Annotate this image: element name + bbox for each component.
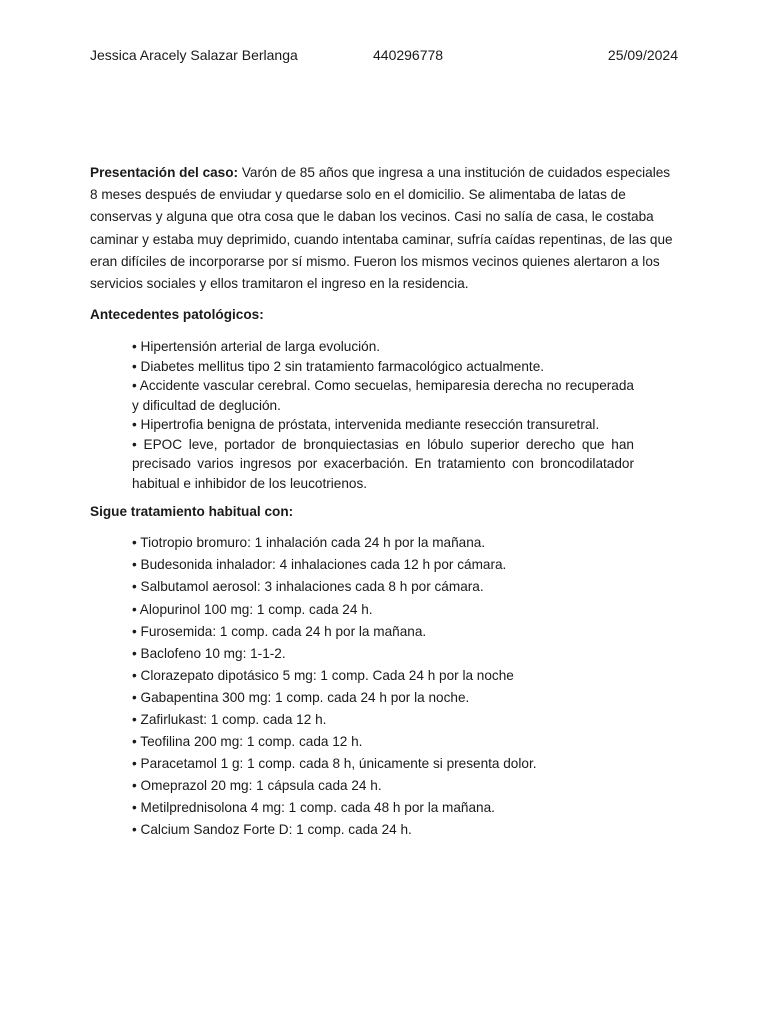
bullet-icon: • — [132, 711, 137, 727]
list-item: • EPOC leve, portador de bronquiectasias en lóbulo superior derecho que han precisado varios ingresos por exacerbación. En tratamiento con broncodilatador habitual e inhibidor de los leucotrienos. — [132, 436, 634, 491]
bullet-icon: • — [132, 822, 137, 838]
list-item: • Paracetamol 1 g: 1 comp. cada 8 h, únicamente si presenta dolor. — [132, 756, 537, 772]
bullet-icon: • — [132, 734, 137, 750]
bullet-icon: • — [132, 579, 137, 595]
list-item: • Clorazepato dipotásico 5 mg: 1 comp. Cada 24 h por la noche — [132, 667, 514, 683]
document-header — [90, 47, 680, 67]
bullet-icon: • — [132, 339, 137, 355]
list-item: • Baclofeno 10 mg: 1-1-2. — [132, 645, 286, 661]
list-item: • Calcium Sandoz Forte D: 1 comp. cada 24 h. — [132, 822, 412, 838]
document-body — [90, 162, 680, 842]
case-text: Varón de 85 años que ingresa a una institución de cuidados especiales 8 meses después de enviudar y quedarse solo en el domicilio. Se alimentaba de latas de conservas y alguna que otra cosa que le daban los vecinos. Casi no salía de casa, le costaba caminar y estaba muy deprimido, cuando intentaba caminar, sufría caídas repentinas, de las que eran difíciles de incorporarse por sí mismo. Fueron los mismos vecinos quienes alertaron a los servicios sociales y ellos tramitaron el ingreso en la residencia. — [90, 165, 673, 292]
bullet-icon: • — [132, 623, 137, 639]
list-item: • Accidente vascular cerebral. Como secuelas, hemiparesia derecha no recuperada y dificultad de deglución. — [132, 378, 634, 413]
list-item: • Salbutamol aerosol: 3 inhalaciones cada 8 h por cámara. — [132, 579, 484, 595]
list-item: • Zafirlukast: 1 comp. cada 12 h. — [132, 711, 327, 727]
tratamiento-title: Sigue tratamiento habitual con: — [90, 504, 294, 520]
bullet-icon: • — [132, 689, 137, 705]
bullet-icon: • — [132, 667, 137, 683]
bullet-icon: • — [132, 601, 137, 617]
bullet-icon: • — [132, 778, 137, 794]
list-item: • Budesonida inhalador: 4 inhalaciones cada 12 h por cámara. — [132, 557, 507, 573]
bullet-icon: • — [132, 358, 137, 374]
list-item: • Teofilina 200 mg: 1 comp. cada 12 h. — [132, 734, 363, 750]
bullet-icon: • — [132, 557, 137, 573]
list-item: • Tiotropio bromuro: 1 inhalación cada 24 h por la mañana. — [132, 535, 486, 551]
bullet-icon: • — [132, 800, 137, 816]
document-date: 25/09/2024 — [607, 47, 678, 63]
list-item: • Hipertensión arterial de larga evolución. — [132, 339, 381, 355]
bullet-icon: • — [132, 756, 137, 772]
bullet-icon: • — [132, 535, 137, 551]
bullet-icon: • — [132, 645, 137, 661]
antecedentes-title: Antecedentes patológicos: — [90, 307, 264, 323]
student-id: 440296778 — [373, 47, 444, 63]
student-name: Jessica Aracely Salazar Berlanga — [90, 47, 298, 63]
antecedentes-list — [90, 337, 680, 493]
bullet-icon: • — [132, 378, 137, 394]
tratamiento-list — [90, 532, 680, 841]
bullet-icon: • — [132, 417, 137, 433]
list-item: • Alopurinol 100 mg: 1 comp. cada 24 h. — [132, 601, 373, 617]
list-item: • Furosemida: 1 comp. cada 24 h por la mañana. — [132, 623, 427, 639]
list-item: • Omeprazol 20 mg: 1 cápsula cada 24 h. — [132, 778, 382, 794]
case-presentation — [90, 162, 680, 295]
list-item: • Metilprednisolona 4 mg: 1 comp. cada 48 h por la mañana. — [132, 800, 495, 816]
case-label: Presentación del caso: — [90, 165, 239, 180]
list-item: • Diabetes mellitus tipo 2 sin tratamiento farmacológico actualmente. — [132, 358, 545, 374]
bullet-icon: • — [132, 436, 137, 452]
list-item: • Gabapentina 300 mg: 1 comp. cada 24 h por la noche. — [132, 689, 470, 705]
list-item: • Hipertrofia benigna de próstata, intervenida mediante resección transuretral. — [132, 417, 600, 433]
